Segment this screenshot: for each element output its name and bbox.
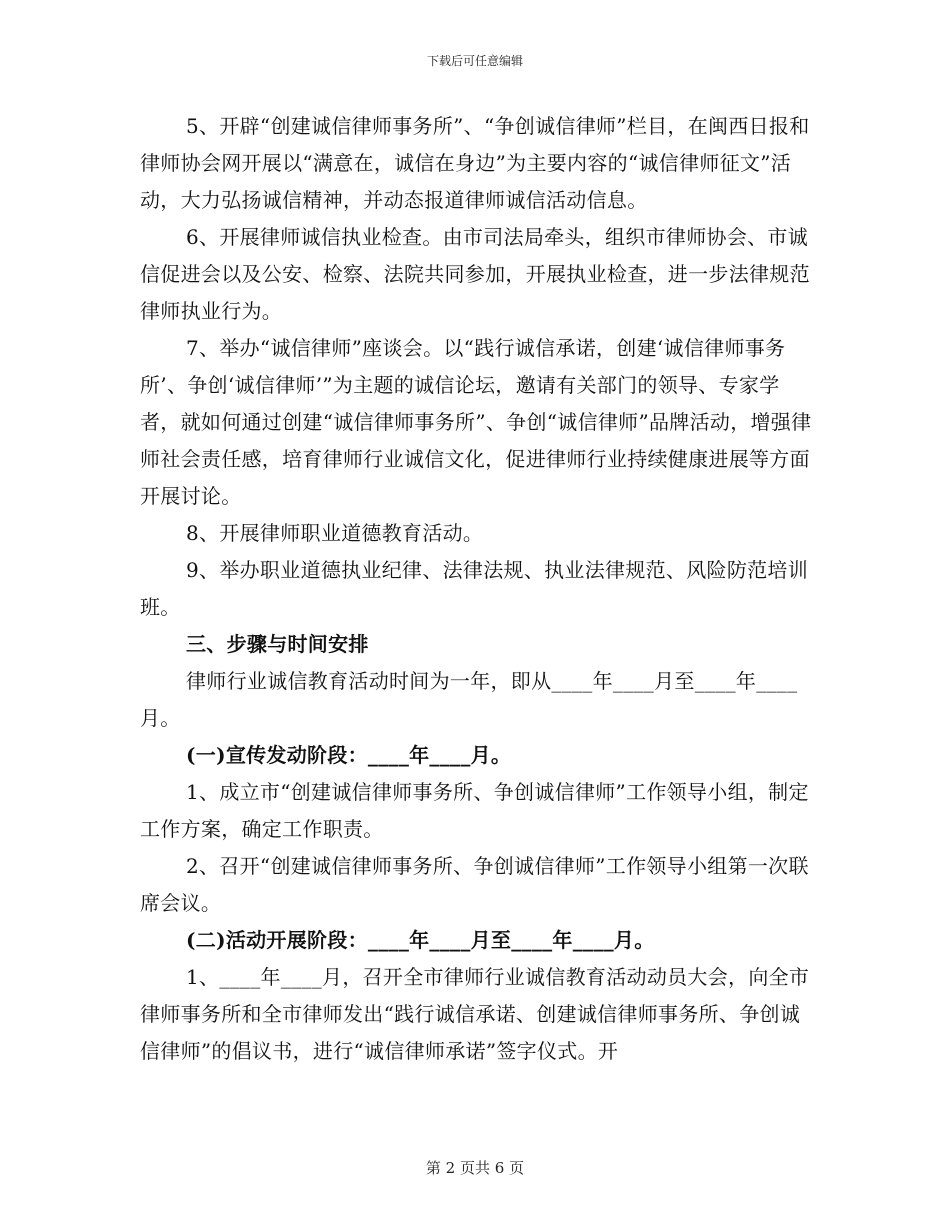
page-footer: 第 2 页共 6 页 xyxy=(425,1159,525,1177)
paragraph-item-5: 5、开辟“创建诚信律师事务所”、“争创诚信律师”栏目，在闽西日报和律师协会网开展以“满意在，诚信在身边”为主要内容的“诚信律师征文”活动，大力弘扬诚信精神，并动态报道律师诚信活动信息。 xyxy=(140,114,810,212)
paragraph-item-6: 6、开展律师诚信执业检查。由市司法局牵头，组织市律师协会、市诚信促进会以及公安、检察、法院共同参加，开展执业检查，进一步法律规范律师执业行为。 xyxy=(140,225,810,323)
paragraph-phase2-item-1: 1、____年____月，召开全市律师行业诚信教育活动动员大会，向全市律师事务所和全市律师发出“践行诚信承诺、创建诚信律师事务所、争创诚信律师”的倡议书，进行“诚信律师承诺”签字仪式。开 xyxy=(140,965,810,1063)
paragraph-item-7: 7、举办“诚信律师”座谈会。以“践行诚信承诺，创建‘诚信律师事务所’、争创‘诚信律师’”为主题的诚信论坛，邀请有关部门的领导、专家学者，就如何通过创建“诚信律师事务所”、争创“诚信律师”品牌活动，增强律师社会责任感，培育律师行业诚信文化，促进律师行业持续健康进展等方面开展讨论。 xyxy=(140,336,812,508)
document-body xyxy=(140,108,816,1070)
section-heading-3: 三、步骤与时间安排 xyxy=(186,632,369,656)
subsection-heading-1: (一)宣传发动阶段：____年____月。 xyxy=(186,743,512,767)
paragraph-item-9: 9、举办职业道德执业纪律、法律法规、执业法律规范、风险防范培训班。 xyxy=(140,558,809,619)
page-header: 下载后可任意编辑 xyxy=(426,54,523,68)
paragraph-item-8: 8、开展律师职业道德教育活动。 xyxy=(186,521,484,545)
paragraph-phase1-item-1: 1、成立市“创建诚信律师事务所、争创诚信律师”工作领导小组，制定工作方案，确定工作职责。 xyxy=(140,780,809,841)
subsection-heading-2: (二)活动开展阶段：____年____月至____年____月。 xyxy=(186,928,655,952)
paragraph-phase1-item-2: 2、召开“创建诚信律师事务所、争创诚信律师”工作领导小组第一次联席会议。 xyxy=(140,854,809,915)
paragraph-timeframe: 律师行业诚信教育活动时间为一年，即从____年____月至____年____月。 xyxy=(140,669,798,730)
